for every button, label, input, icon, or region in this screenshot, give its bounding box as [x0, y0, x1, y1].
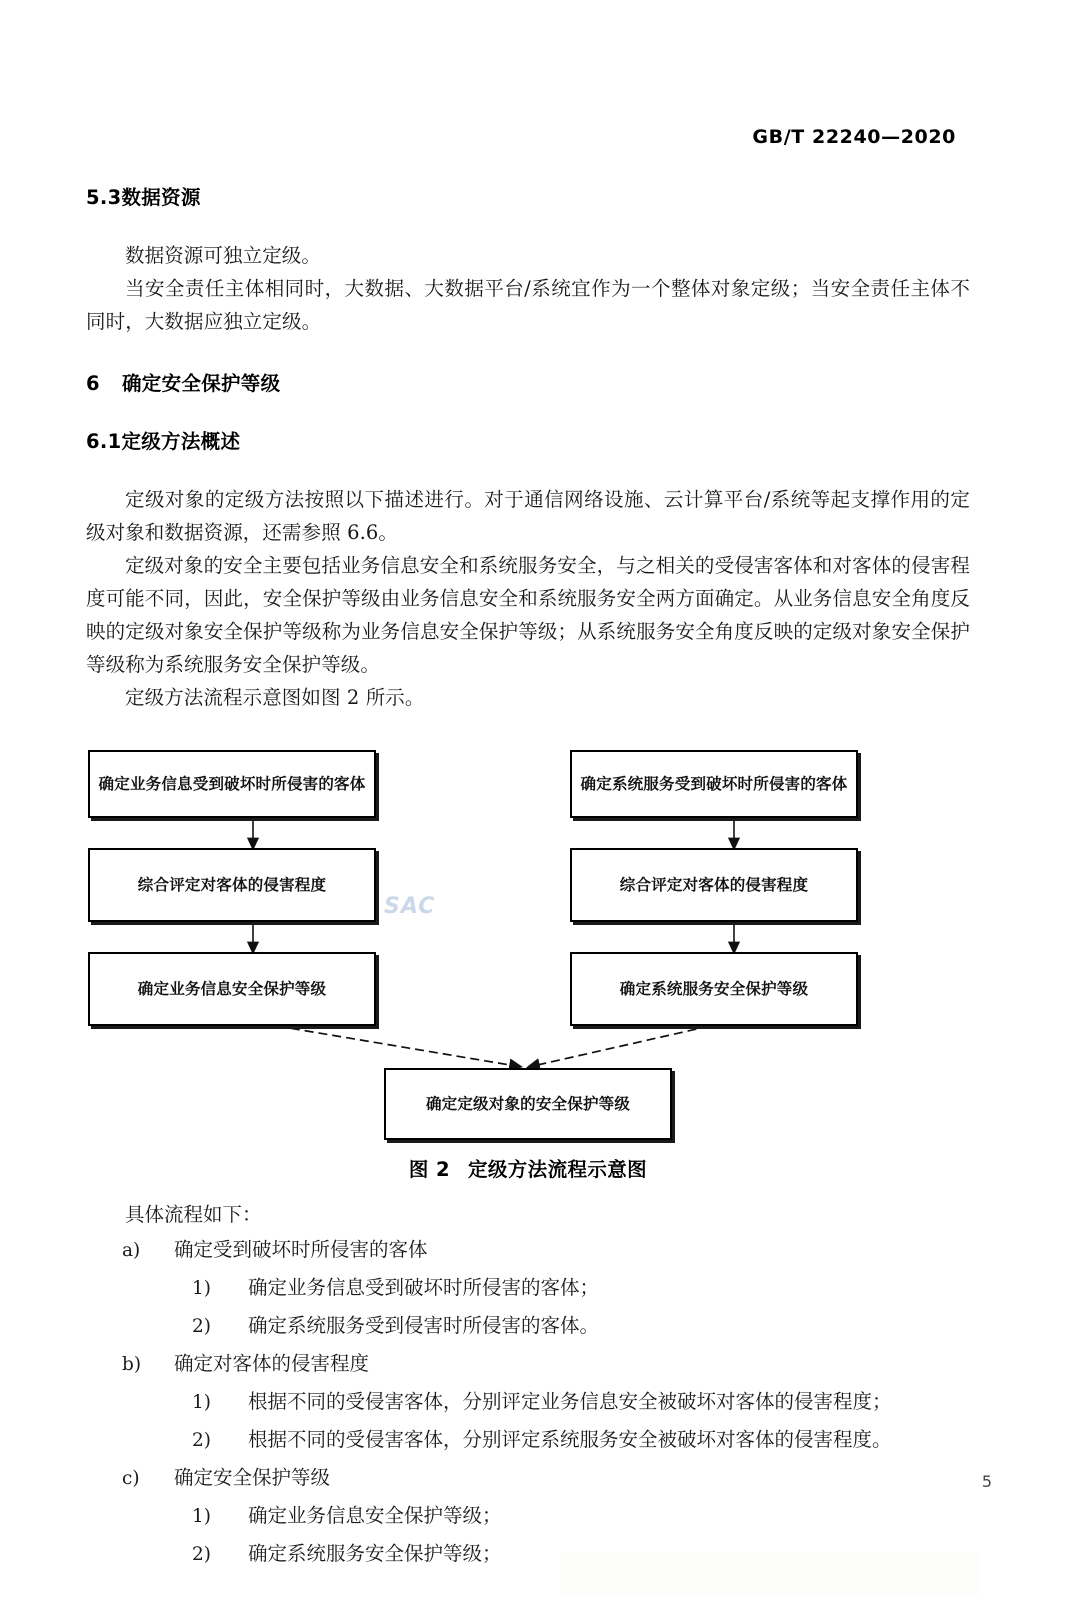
spacer — [86, 396, 970, 430]
list-text: 根据不同的受侵害客体，分别评定业务信息安全被破坏对客体的侵害程度； — [248, 1390, 892, 1414]
figure-2-caption — [86, 1154, 970, 1182]
list-text: 根据不同的受侵害客体，分别评定系统服务安全被破坏对客体的侵害程度。 — [248, 1428, 892, 1452]
paragraph-6-1-3: 定级方法流程示意图如图 2 所示。 — [125, 686, 425, 710]
list-marker: 2) — [192, 1430, 211, 1452]
running-header-standard-number: GB/T 22240—2020 — [752, 126, 956, 148]
flow-box-right-3: 确定系统服务安全保护等级 — [570, 952, 858, 1026]
list-marker: c) — [122, 1468, 140, 1490]
list-marker: 2) — [192, 1316, 211, 1338]
spacer — [86, 453, 970, 483]
list-marker: 1) — [192, 1506, 211, 1528]
figure-caption-label: 图 2 — [408, 1158, 450, 1182]
heading-6-number: 6 — [86, 372, 100, 396]
list-item — [86, 1383, 970, 1421]
figure-caption-title: 定级方法流程示意图 — [467, 1158, 648, 1182]
list-item — [86, 1269, 970, 1307]
spacer — [86, 714, 970, 730]
page-number: 5 — [981, 1472, 992, 1491]
list-text: 确定业务信息受到破坏时所侵害的客体； — [248, 1276, 600, 1300]
spacer — [86, 209, 970, 239]
list-marker: b) — [122, 1354, 142, 1376]
heading-6-1-number: 6.1 — [86, 429, 122, 453]
flow-box-left-3: 确定业务信息安全保护等级 — [88, 952, 376, 1026]
page-content — [86, 186, 970, 1573]
list-item — [86, 1307, 970, 1345]
flow-box-right-2: 综合评定对客体的侵害程度 — [570, 848, 858, 922]
flowchart — [86, 744, 970, 1144]
procedure-lead: 具体流程如下： — [125, 1203, 262, 1227]
heading-6-1-title: 定级方法概述 — [121, 429, 241, 453]
heading-5-3 — [86, 186, 970, 209]
paragraph-5-3-1: 数据资源可独立定级。 — [125, 244, 322, 268]
procedure-list — [86, 1345, 970, 1383]
sac-watermark: SAC — [384, 894, 436, 920]
procedure-sublist-b — [86, 1383, 970, 1459]
list-text: 确定受到破坏时所侵害的客体 — [174, 1238, 428, 1262]
list-item — [86, 1497, 970, 1535]
heading-5-3-number: 5.3 — [86, 186, 122, 209]
flow-box-left-2: 综合评定对客体的侵害程度 — [88, 848, 376, 922]
list-marker: a) — [122, 1240, 141, 1262]
procedure-sublist-a — [86, 1269, 970, 1345]
paragraph-6-1-2: 定级对象的安全主要包括业务信息安全和系统服务安全，与之相关的受侵害客体和对客体的侵害程度可能不同，因此，安全保护等级由业务信息安全和系统服务安全两方面确定。从业务信息安全角度反映的定级对象安全保护等级称为业务信息安全保护等级；从系统服务安全角度反映的定级对象安全保护等级称为系统服务安全保护等级。 — [86, 554, 970, 677]
list-item — [86, 1345, 970, 1383]
list-item — [86, 1231, 970, 1269]
procedure-list — [86, 1231, 970, 1269]
flow-box-right-1: 确定系统服务受到破坏时所侵害的客体 — [570, 750, 858, 818]
list-item — [86, 1421, 970, 1459]
heading-6 — [86, 372, 970, 395]
list-text: 确定系统服务安全保护等级； — [248, 1542, 502, 1566]
flow-box-bottom: 确定定级对象的安全保护等级 — [384, 1068, 672, 1140]
spacer — [86, 1182, 970, 1198]
list-marker: 1) — [192, 1278, 211, 1300]
list-text: 确定系统服务受到侵害时所侵害的客体。 — [248, 1314, 600, 1338]
spacer — [86, 338, 970, 372]
list-text: 确定安全保护等级 — [174, 1466, 331, 1490]
list-text: 确定对客体的侵害程度 — [174, 1352, 370, 1376]
list-marker: 1) — [192, 1392, 211, 1414]
list-item — [86, 1459, 970, 1497]
footer-watermark-wash — [560, 1553, 980, 1595]
list-marker: 2) — [192, 1544, 211, 1566]
flow-box-left-1: 确定业务信息受到破坏时所侵害的客体 — [88, 750, 376, 818]
heading-6-title: 确定安全保护等级 — [122, 372, 281, 396]
list-text: 确定业务信息安全保护等级； — [248, 1504, 502, 1528]
figure-2 — [86, 730, 970, 1150]
paragraph-6-1-1: 定级对象的定级方法按照以下描述进行。对于通信网络设施、云计算平台/系统等起支撑作用的定级对象和数据资源，还需参照 6.6。 — [86, 488, 970, 545]
procedure-list — [86, 1459, 970, 1497]
heading-6-1 — [86, 430, 970, 453]
paragraph-5-3-2: 当安全责任主体相同时，大数据、大数据平台/系统宜作为一个整体对象定级；当安全责任主体不同时，大数据应独立定级。 — [86, 277, 970, 334]
heading-5-3-title: 数据资源 — [121, 186, 201, 209]
